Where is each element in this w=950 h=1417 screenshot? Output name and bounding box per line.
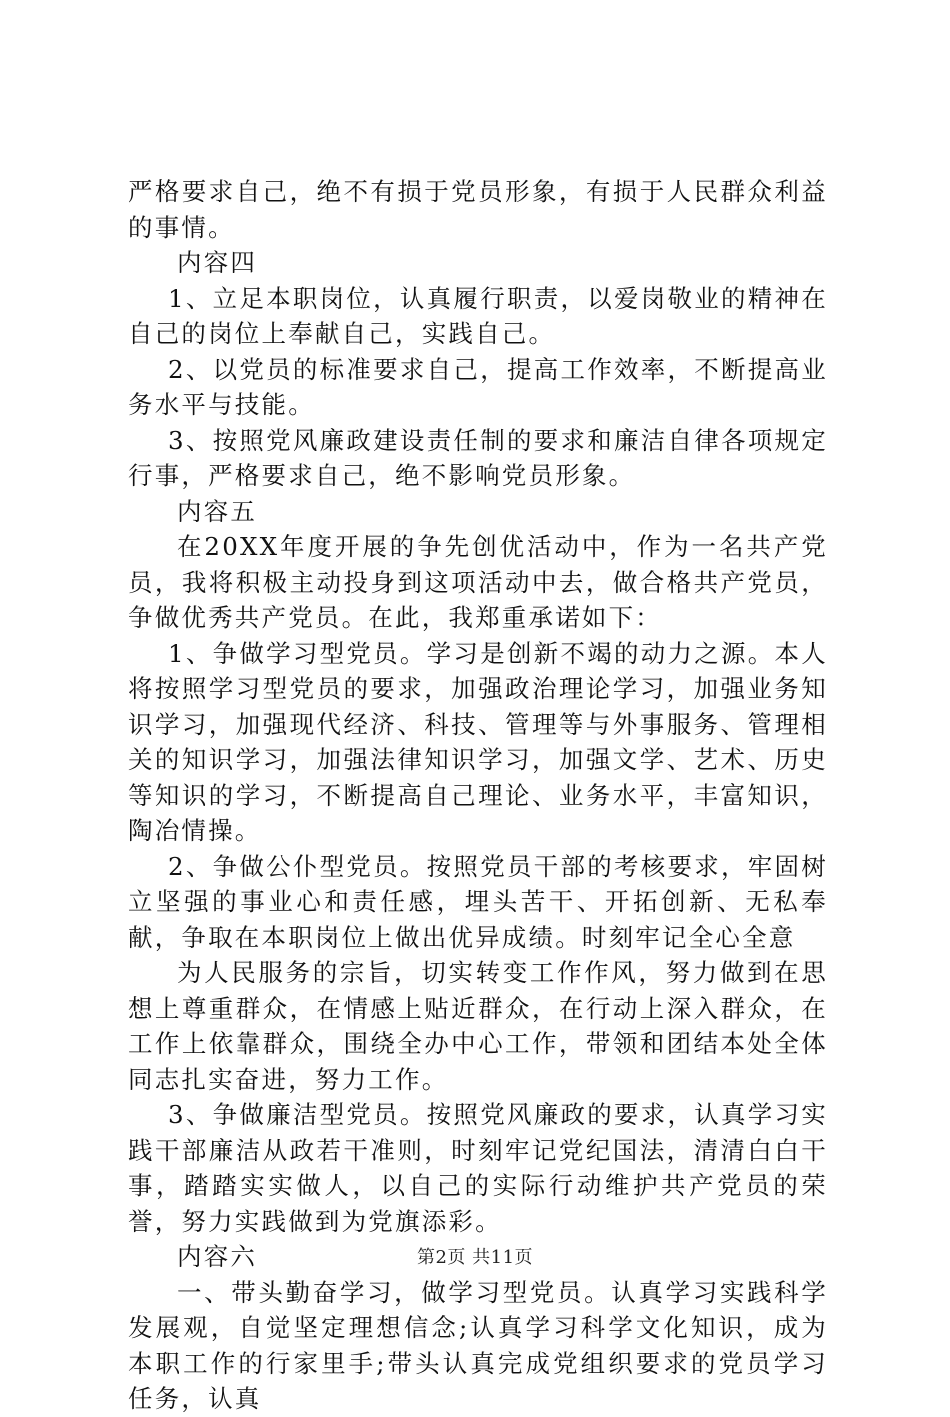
paragraph-servant-member: 2、争做公仆型党员。按照党员干部的考核要求，牢固树立坚强的事业心和责任感，埋头苦干、开拓创新、无私奉献，争取在本职岗位上做出优异成绩。时刻牢记全心全意	[128, 851, 828, 952]
paragraph-item-2: 2、以党员的标准要求自己，提高工作效率，不断提高业务水平与技能。	[128, 354, 828, 419]
section-heading-content-5: 内容五	[177, 496, 258, 526]
paragraph-intro: 在20XX年度开展的争先创优活动中，作为一名共产党员，我将积极主动投身到这项活动中去，做合格共产党员，争做优秀共产党员。在此，我郑重承诺如下：	[128, 532, 828, 632]
paragraph-learning-member: 1、争做学习型党员。学习是创新不竭的动力之源。本人将按照学习型党员的要求，加强政治理论学习，加强业务知识学习，加强现代经济、科技、管理等与外事服务、管理相关的知识学习，加强法律知识学习，加强文学、艺术、历史等知识的学习，不断提高自己理论、业务水平，丰富知识，陶冶情操。	[128, 638, 828, 845]
paragraph-diligent-study: 一、带头勤奋学习，做学习型党员。认真学习实践科学发展观，自觉坚定理想信念;认真学习科学文化知识，成为本职工作的行家里手;带头认真完成党组织要求的党员学习任务，认真	[128, 1277, 828, 1413]
paragraph-item-1: 1、立足本职岗位，认真履行职责，以爱岗敬业的精神在自己的岗位上奉献自己，实践自己。	[128, 283, 828, 348]
paragraph-continuation: 严格要求自己，绝不有损于党员形象，有损于人民群众利益的事情。	[128, 177, 828, 242]
paragraph-item-3: 3、按照党风廉政建设责任制的要求和廉洁自律各项规定行事，严格要求自己，绝不影响党员形象。	[128, 425, 828, 490]
section-heading-content-6: 内容六	[177, 1242, 258, 1271]
page-number-footer: 第2页 共11页	[416, 1247, 534, 1268]
paragraph-serve-people: 为人民服务的宗旨，切实转变工作作风，努力做到在思想上尊重群众，在情感上贴近群众，在行动上深入群众，在工作上依靠群众，围绕全办中心工作，带领和团结本处全体同志扎实奋进，努力工作。	[128, 958, 828, 1094]
section-heading-content-4: 内容四	[177, 248, 258, 277]
paragraph-clean-member: 3、争做廉洁型党员。按照党风廉政的要求，认真学习实践干部廉洁从政若干准则，时刻牢记党纪国法，清清白白干事，踏踏实实做人，以自己的实际行动维护共产党员的荣誉，努力实践做到为党旗添彩。	[128, 1100, 828, 1236]
document-body	[128, 174, 828, 1417]
